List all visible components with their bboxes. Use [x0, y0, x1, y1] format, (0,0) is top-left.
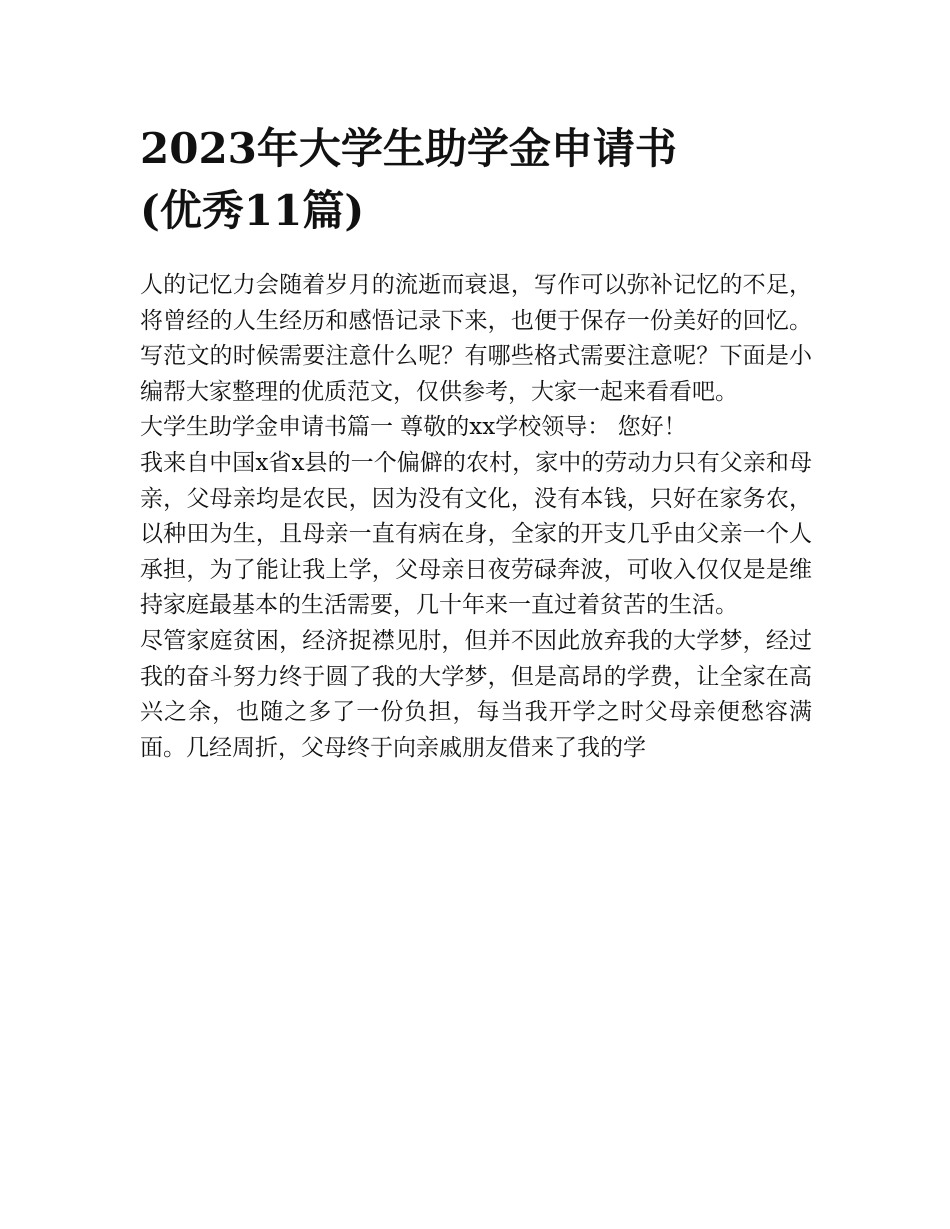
title-line-2: (优秀11篇)	[140, 186, 365, 235]
intro-paragraph: 人的记忆力会随着岁月的流逝而衰退，写作可以弥补记忆的不足，将曾经的人生经历和感悟记录下来，也便于保存一份美好的回忆。写范文的时候需要注意什么呢？有哪些格式需要注意呢？下面是小编帮大家整理的优质范文，仅供参考，大家一起来看看吧。	[140, 272, 812, 405]
document-title	[140, 118, 820, 242]
body-paragraph-tuition: 尽管家庭贫困，经济捉襟见肘，但并不因此放弃我的大学梦，经过我的奋斗努力终于圆了我的大学梦，但是高昂的学费，让全家在高兴之余，也随之多了一份负担，每当我开学之时父母亲便愁容满面。几经周折，父母终于向亲戚朋友借来了我的学	[140, 627, 812, 761]
document-content	[140, 118, 820, 766]
title-line-1: 2023年大学生助学金申请书	[140, 124, 677, 173]
body-paragraph-family: 我来自中国x省x县的一个偏僻的农村，家中的劳动力只有父亲和母亲，父母亲均是农民，因为没有文化，没有本钱，只好在家务农，以种田为生，且母亲一直有病在身，全家的开支几乎由父亲一个人承担，为了能让我上学，父母亲日夜劳碌奔波，可收入仅仅是是维持家庭最基本的生活需要，几十年来一直过着贫苦的生活。	[140, 449, 812, 619]
salutation-paragraph: 大学生助学金申请书篇一 尊敬的xx学校领导： 您好！	[140, 414, 687, 441]
